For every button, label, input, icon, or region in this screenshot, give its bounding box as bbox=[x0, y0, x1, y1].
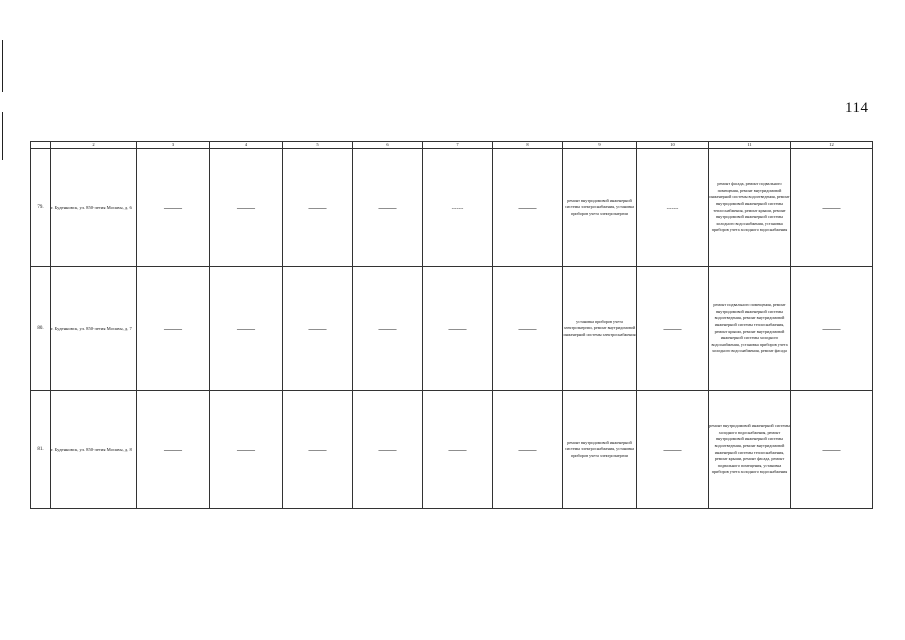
address-cell: г. Буденновск, ул. 850-летия Москвы, д. 8 bbox=[51, 391, 137, 509]
column-header: 8 bbox=[493, 142, 563, 149]
column-header: 12 bbox=[791, 142, 873, 149]
empty-dash-cell: —— bbox=[353, 391, 423, 509]
works-col9-cell: установка приборов учета электроэнергии, ремонт внутридомовой инженерной системы электроснабжения bbox=[563, 267, 637, 391]
empty-dash-cell: —— bbox=[137, 149, 210, 267]
table-row bbox=[31, 149, 873, 267]
empty-dash-cell: —— bbox=[791, 149, 873, 267]
works-col9-cell: ремонт внутридомовой инженерной системы электроснабжения, установка приборов учета электроэнергии bbox=[563, 149, 637, 267]
address-cell: г. Буденновск, ул. 850-летия Москвы, д. 6 bbox=[51, 149, 137, 267]
empty-dash-cell: —— bbox=[210, 149, 283, 267]
empty-dash-cell: —— bbox=[637, 391, 709, 509]
works-col9-cell: ремонт внутридомовой инженерной системы электроснабжения, установка приборов учета электроэнергии bbox=[563, 391, 637, 509]
empty-dash-cell: —— bbox=[423, 267, 493, 391]
scan-edge-mark-top bbox=[2, 40, 3, 92]
column-header: 7 bbox=[423, 142, 493, 149]
row-number: 80. bbox=[31, 267, 51, 391]
works-col11-cell: ремонт внутридомовой инженерной системы холодного водоснабжения, ремонт внутридомовой инженерной системы водоотведения, ремонт внутридомовой инженерной системы теплоснабжения, ремонт крыши, ремонт фасада, ремонт подвального помещения, установка приборов учета холодного водоснабжения bbox=[709, 391, 791, 509]
page-number: 114 bbox=[845, 100, 869, 116]
empty-dash-cell: —— bbox=[283, 149, 353, 267]
empty-dash-cell: —— bbox=[210, 391, 283, 509]
empty-dash-cell: ----- bbox=[423, 149, 493, 267]
empty-dash-cell: —— bbox=[423, 391, 493, 509]
empty-dash-cell: —— bbox=[791, 391, 873, 509]
empty-dash-cell: —— bbox=[353, 267, 423, 391]
empty-dash-cell: —— bbox=[493, 267, 563, 391]
column-number-row bbox=[31, 142, 873, 149]
empty-dash-cell: —— bbox=[637, 267, 709, 391]
empty-dash-cell: ----- bbox=[637, 149, 709, 267]
column-header: 9 bbox=[563, 142, 637, 149]
table-row bbox=[31, 391, 873, 509]
table-row bbox=[31, 267, 873, 391]
column-header: 11 bbox=[709, 142, 791, 149]
empty-dash-cell: —— bbox=[283, 267, 353, 391]
column-header: 5 bbox=[283, 142, 353, 149]
column-header: 2 bbox=[51, 142, 137, 149]
empty-dash-cell: —— bbox=[353, 149, 423, 267]
empty-dash-cell: —— bbox=[210, 267, 283, 391]
empty-dash-cell: —— bbox=[283, 391, 353, 509]
empty-dash-cell: —— bbox=[137, 391, 210, 509]
empty-dash-cell: —— bbox=[493, 391, 563, 509]
works-col11-cell: ремонт подвального помещения, ремонт внутридомовой инженерной системы водоотведения, ремонт внутридомовой инженерной системы теплоснабжения, ремонт крыши, ремонт внутридомовой инженерной системы холодного водоснабжения, установка приборов учета холодного водоснабжения, ремонт фасада bbox=[709, 267, 791, 391]
column-header: 3 bbox=[137, 142, 210, 149]
empty-dash-cell: —— bbox=[791, 267, 873, 391]
works-col11-cell: ремонт фасада, ремонт подвального помещения, ремонт внутридомовой инженерной системы водоотведения, ремонт внутридомовой инженерной системы теплоснабжения, ремонт крыши, ремонт внутридомовой инженерной системы холодного водоснабжения, установка приборов учета холодного водоснабжения bbox=[709, 149, 791, 267]
address-cell: г. Буденновск, ул. 850-летия Москвы, д. 7 bbox=[51, 267, 137, 391]
row-number: 79. bbox=[31, 149, 51, 267]
scan-edge-mark-middle bbox=[2, 112, 3, 160]
empty-dash-cell: —— bbox=[493, 149, 563, 267]
row-number: 81. bbox=[31, 391, 51, 509]
column-header: 6 bbox=[353, 142, 423, 149]
repair-works-table bbox=[30, 141, 873, 509]
column-header bbox=[31, 142, 51, 149]
empty-dash-cell: —— bbox=[137, 267, 210, 391]
column-header: 10 bbox=[637, 142, 709, 149]
column-header: 4 bbox=[210, 142, 283, 149]
